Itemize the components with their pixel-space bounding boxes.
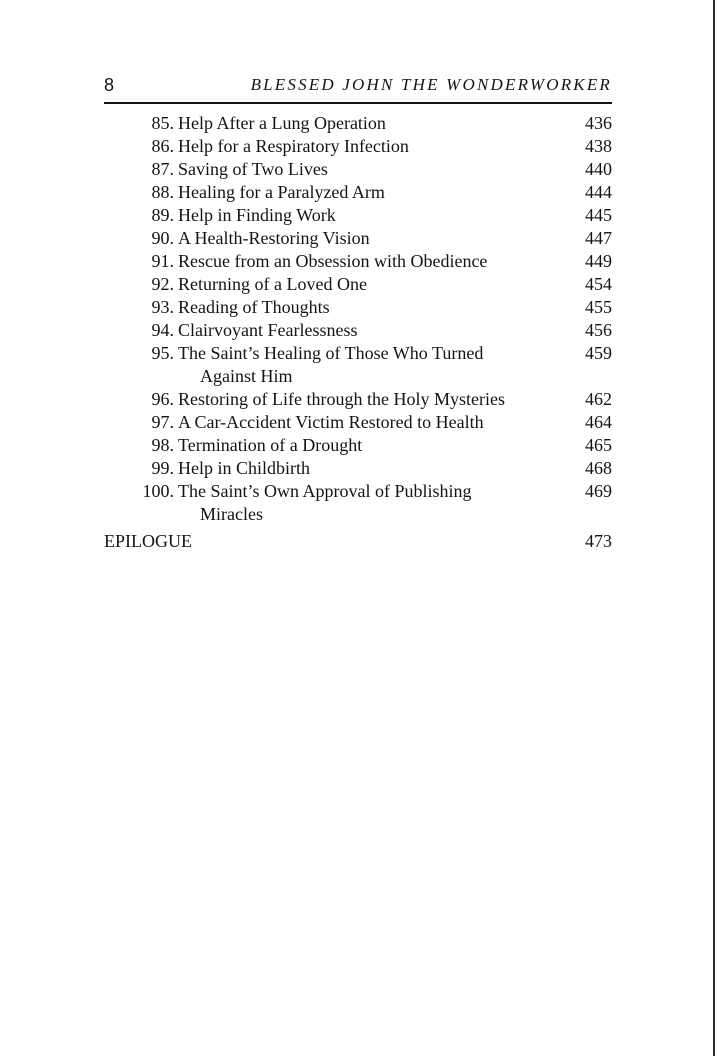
entry-page: 436	[585, 113, 612, 133]
entry-number: 97.	[151, 412, 174, 432]
toc-entries	[104, 112, 612, 526]
header-rule	[104, 102, 612, 104]
toc-entry	[104, 135, 612, 158]
entry-title-line: Returning of a Loved One	[178, 274, 367, 294]
page-number: 8	[104, 75, 115, 95]
entry-page: 456	[585, 320, 612, 340]
entry-number: 89.	[151, 205, 174, 225]
entry-page: 459	[585, 343, 612, 363]
entry-page: 465	[585, 435, 612, 455]
entry-title-line: Saving of Two Lives	[178, 159, 328, 179]
entry-number: 93.	[151, 297, 174, 317]
entry-number: 94.	[151, 320, 174, 340]
entry-number: 96.	[151, 389, 174, 409]
entry-page: 464	[585, 412, 612, 432]
entry-title-line: The Saint’s Healing of Those Who Turned	[178, 343, 484, 363]
entry-title-line: Help for a Respiratory Infection	[178, 136, 409, 156]
entry-title	[174, 388, 612, 411]
entry-title-line: Healing for a Paralyzed Arm	[178, 182, 385, 202]
entry-number: 91.	[151, 251, 174, 271]
entry-title-line: Help After a Lung Operation	[178, 113, 386, 133]
toc-entry	[104, 319, 612, 342]
toc-entry	[104, 273, 612, 296]
toc-entry	[104, 250, 612, 273]
entry-number: 95.	[151, 343, 174, 363]
entry-page: 455	[585, 297, 612, 317]
entry-title	[174, 135, 612, 158]
entry-number: 86.	[151, 136, 174, 156]
toc-entry	[104, 411, 612, 434]
entry-title	[174, 158, 612, 181]
entry-title	[174, 204, 612, 227]
entry-title-continuation: Against Him	[200, 366, 293, 386]
entry-number: 85.	[151, 113, 174, 133]
entry-title	[174, 227, 612, 250]
entry-title-line: Reading of Thoughts	[178, 297, 330, 317]
entry-page: 447	[585, 228, 612, 248]
entry-title-line: Clairvoyant Fearlessness	[178, 320, 358, 340]
entry-page: 445	[585, 205, 612, 225]
running-header	[104, 72, 612, 98]
toc-entry	[104, 388, 612, 411]
entry-number: 100.	[142, 481, 174, 501]
toc-entry	[104, 434, 612, 457]
entry-page: 438	[585, 136, 612, 156]
running-title: BLESSED JOHN THE WONDERWORKER	[250, 75, 612, 94]
entry-number: 92.	[151, 274, 174, 294]
entry-title-line: Help in Finding Work	[178, 205, 336, 225]
page-edge	[713, 0, 715, 1056]
toc-entry	[104, 158, 612, 181]
entry-title	[174, 273, 612, 296]
entry-page: 444	[585, 182, 612, 202]
entry-page: 440	[585, 159, 612, 179]
entry-page: 468	[585, 458, 612, 478]
entry-page: 469	[585, 481, 612, 501]
entry-title	[174, 319, 612, 342]
entry-title	[174, 342, 612, 388]
entry-number: 88.	[151, 182, 174, 202]
entry-title	[174, 480, 612, 526]
entry-page: 449	[585, 251, 612, 271]
entry-title-line: The Saint’s Own Approval of Publishing	[178, 481, 472, 501]
toc-entry-epilogue	[104, 530, 612, 553]
entry-number: 90.	[151, 228, 174, 248]
epilogue-label: EPILOGUE	[104, 531, 192, 551]
entry-title-line: Help in Childbirth	[178, 458, 310, 478]
entry-title-line: Termination of a Drought	[178, 435, 363, 455]
entry-title	[174, 112, 612, 135]
epilogue-page: 473	[585, 531, 612, 551]
entry-page: 462	[585, 389, 612, 409]
entry-title-line: Restoring of Life through the Holy Mysteries	[178, 389, 505, 409]
entry-title-continuation: Miracles	[200, 504, 263, 524]
entry-title	[174, 250, 612, 273]
entry-title-line: A Health-Restoring Vision	[178, 228, 370, 248]
toc-entry	[104, 457, 612, 480]
toc-entry	[104, 112, 612, 135]
toc-entry	[104, 296, 612, 319]
entry-page: 454	[585, 274, 612, 294]
entry-number: 98.	[151, 435, 174, 455]
entry-title	[174, 181, 612, 204]
entry-title	[174, 434, 612, 457]
toc-entry	[104, 480, 612, 526]
toc-entry	[104, 204, 612, 227]
entry-number: 87.	[151, 159, 174, 179]
toc-entry	[104, 342, 612, 388]
entry-title	[174, 457, 612, 480]
table-of-contents	[104, 112, 612, 553]
entry-title	[174, 296, 612, 319]
entry-number: 99.	[151, 458, 174, 478]
toc-entry	[104, 181, 612, 204]
entry-title-line: A Car-Accident Victim Restored to Health	[178, 412, 484, 432]
toc-entry	[104, 227, 612, 250]
entry-title	[174, 411, 612, 434]
entry-title-line: Rescue from an Obsession with Obedience	[178, 251, 488, 271]
